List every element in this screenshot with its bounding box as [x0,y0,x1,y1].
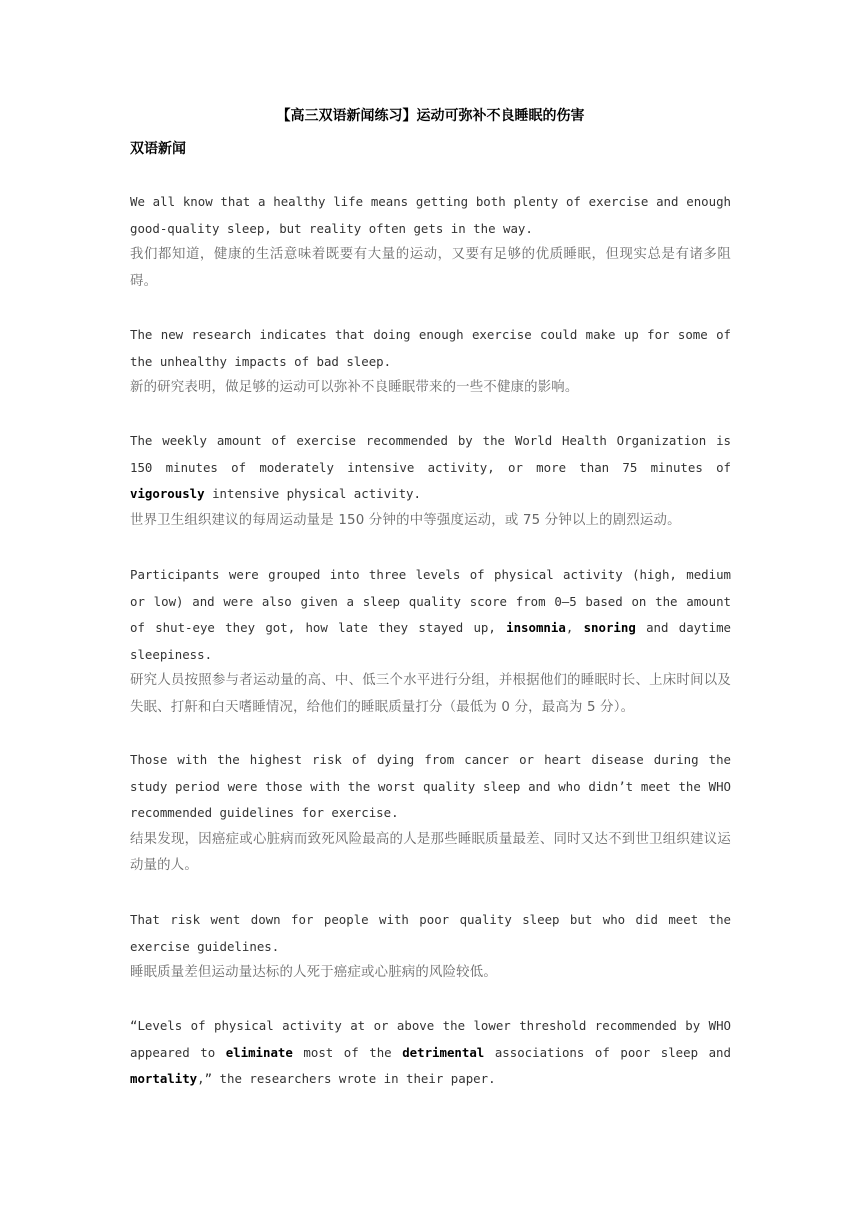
vocabulary-word: detrimental [402,1044,485,1060]
chinese-translation: 结果发现，因癌症或心脏病而致死风险最高的人是那些睡眠质量最差、同时又达不到世卫组织建议运动量的人。 [130,831,731,874]
text-run: We all know that a healthy life means getting both plenty of exercise and enough good-quality sleep, but reality often gets in the way. [130,194,731,236]
text-run: most of the [292,1044,403,1060]
chinese-translation: 睡眠质量差但运动量达标的人死于癌症或心脏病的风险较低。 [130,965,497,981]
english-text [130,189,731,242]
text-run: “Levels of physical activity at or above the lower threshold recommended by WHO appeared to [130,1018,731,1060]
english-text [130,747,731,827]
paragraph-4 [130,562,731,722]
paragraph-3 [130,428,731,534]
english-text [130,562,731,668]
paragraph-6 [130,907,731,987]
text-run: associations of poor sleep and [484,1044,731,1060]
vocabulary-word: insomnia [506,620,566,636]
english-text [130,322,731,375]
english-text [130,1013,731,1093]
text-run: Those with the highest risk of dying from cancer or heart disease during the study period were those with the worst quality sleep and who didn’t meet the WHO recommended guidelines for exercise. [130,752,731,821]
text-run: , [565,620,584,636]
section-label: 双语新闻 [130,141,186,157]
chinese-translation: 我们都知道，健康的生活意味着既要有大量的运动，又要有足够的优质睡眠，但现实总是有诸多阻碍。 [130,247,731,289]
text-run: ,” the researchers wrote in their paper. [197,1071,496,1087]
chinese-translation: 新的研究表明，做足够的运动可以弥补不良睡眠带来的一些不健康的影响。 [130,380,579,396]
vocabulary-word: vigorously [130,486,205,502]
paragraph-1 [130,189,731,295]
english-text [130,428,731,508]
chinese-translation: 世界卫生组织建议的每周运动量是 150 分钟的中等强度运动，或 75 分钟以上的剧烈运动。 [130,512,681,528]
text-run: and daytime sleepiness. [130,620,731,662]
paragraph-5 [130,747,731,880]
text-run: Participants were grouped into three levels of physical activity (high, medium or low) and were also given a sleep quality score from 0–5 based on the amount of shut-eye they got, how late they stayed up, [130,567,731,636]
text-run: intensive physical activity. [204,486,421,502]
text-run: The weekly amount of exercise recommended by the World Health Organization is 150 minutes of moderately intensive activity, or more than 75 minutes of [130,433,731,475]
vocabulary-word: mortality [130,1071,198,1087]
paragraph-7 [130,1013,731,1093]
vocabulary-word: snoring [583,620,636,636]
text-run: That risk went down for people with poor quality sleep but who did meet the exercise guidelines. [130,912,731,954]
english-text [130,907,731,960]
chinese-translation: 研究人员按照参与者运动量的高、中、低三个水平进行分组，并根据他们的睡眠时长、上床时间以及失眠、打鼾和白天嗜睡情况，给他们的睡眠质量打分（最低为 0 分，最高为 5 分）。 [130,673,731,715]
paragraph-2 [130,322,731,402]
text-run: The new research indicates that doing enough exercise could make up for some of the unhealthy impacts of bad sleep. [130,327,731,369]
vocabulary-word: eliminate [225,1044,293,1060]
document-title: 【高三双语新闻练习】运动可弥补不良睡眠的伤害 [276,108,585,124]
